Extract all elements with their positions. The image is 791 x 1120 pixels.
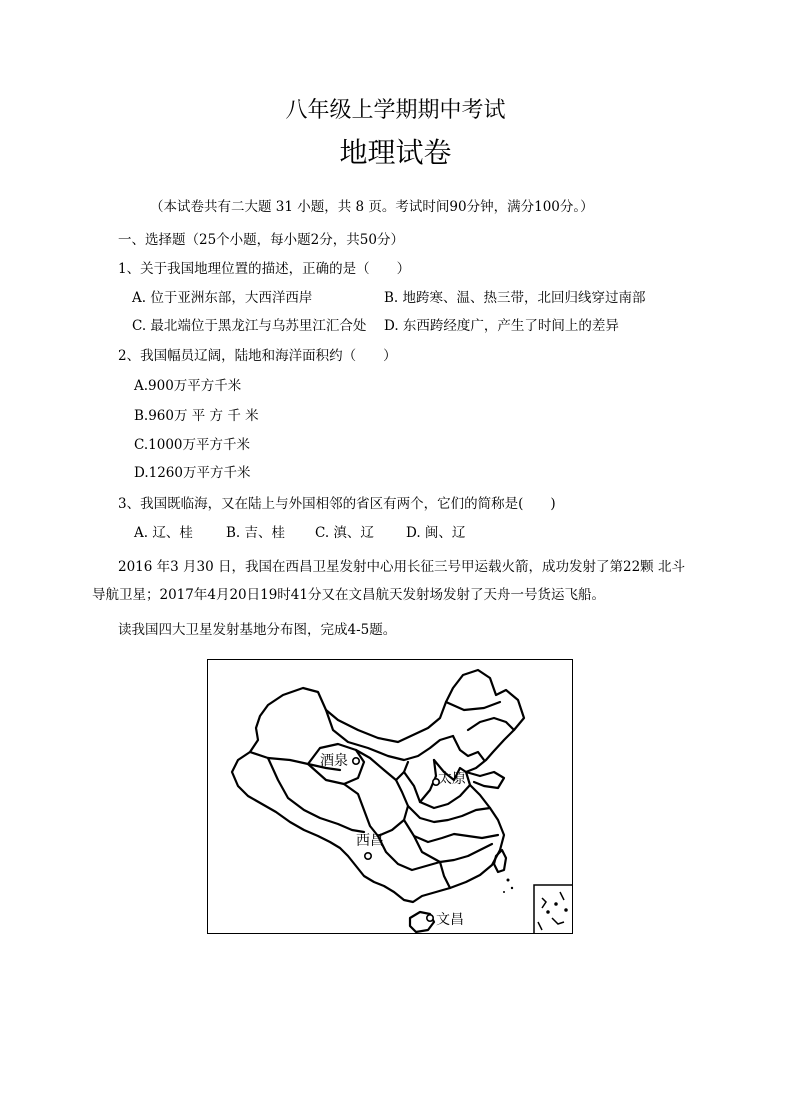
question-3-stem: 3、我国既临海，又在陆上与外国相邻的省区有两个，它们的简称是( )	[118, 496, 556, 512]
question-1-option-c: C. 最北端位于黑龙江与乌苏里江汇合处	[132, 318, 367, 334]
question-3-option-d: D. 闽、辽	[406, 525, 466, 541]
question-1-option-b: B. 地跨寒、温、热三带，北回归线穿过南部	[384, 290, 646, 306]
question-2-option-c: C.1000万平方千米	[134, 437, 250, 453]
wenchang-marker	[427, 915, 433, 921]
passage-line-1: 2016 年3 月30 日，我国在西昌卫星发射中心用长征三号甲运载火箭，成功发射了第22颗 北斗	[118, 559, 685, 575]
exam-info: （本试卷共有二大题 31 小题，共 8 页。考试时间90分钟，满分100分。）	[150, 199, 594, 215]
question-2-option-b: B.960万 平 方 千 米	[134, 408, 259, 424]
label-taiyuan: 太原	[438, 771, 466, 787]
xichang-marker	[365, 853, 371, 859]
passage-line-2: 导航卫星；2017年4月20日19时41分又在文昌航天发射场发射了天舟一号货运飞船。	[92, 587, 605, 603]
question-1-option-d: D. 东西跨经度广，产生了时间上的差异	[384, 318, 619, 334]
south-china-sea-inset	[534, 885, 573, 934]
label-wenchang: 文昌	[436, 912, 464, 928]
label-jiuquan: 酒泉	[320, 753, 348, 769]
question-1-option-a: A. 位于亚洲东部，大西洋西岸	[132, 290, 313, 306]
question-1-stem: 1、关于我国地理位置的描述，正确的是（ ）	[118, 261, 411, 277]
question-2-stem: 2、我国幅员辽阔，陆地和海洋面积约（ ）	[118, 348, 397, 364]
exam-title: 八年级上学期期中考试	[285, 98, 506, 123]
map-instruction: 读我国四大卫星发射基地分布图，完成4-5题。	[118, 622, 397, 638]
question-3-option-c: C. 滇、辽	[315, 525, 374, 541]
label-xichang: 西昌	[356, 833, 384, 849]
question-3-option-b: B. 吉、桂	[226, 525, 286, 541]
question-3-option-a: A. 辽、桂	[134, 525, 193, 541]
jiuquan-marker	[353, 758, 359, 764]
question-2-option-a: A.900万平方千米	[134, 378, 242, 394]
question-2-option-d: D.1260万平方千米	[134, 465, 251, 481]
china-border	[232, 670, 524, 902]
china-outline-map-graphic	[208, 660, 573, 934]
taiwan-island	[494, 850, 506, 872]
section-heading: 一、选择题（25个小题，每小题2分，共50分）	[118, 232, 404, 248]
china-satellite-base-map	[207, 659, 573, 934]
exam-subtitle: 地理试卷	[339, 136, 452, 169]
